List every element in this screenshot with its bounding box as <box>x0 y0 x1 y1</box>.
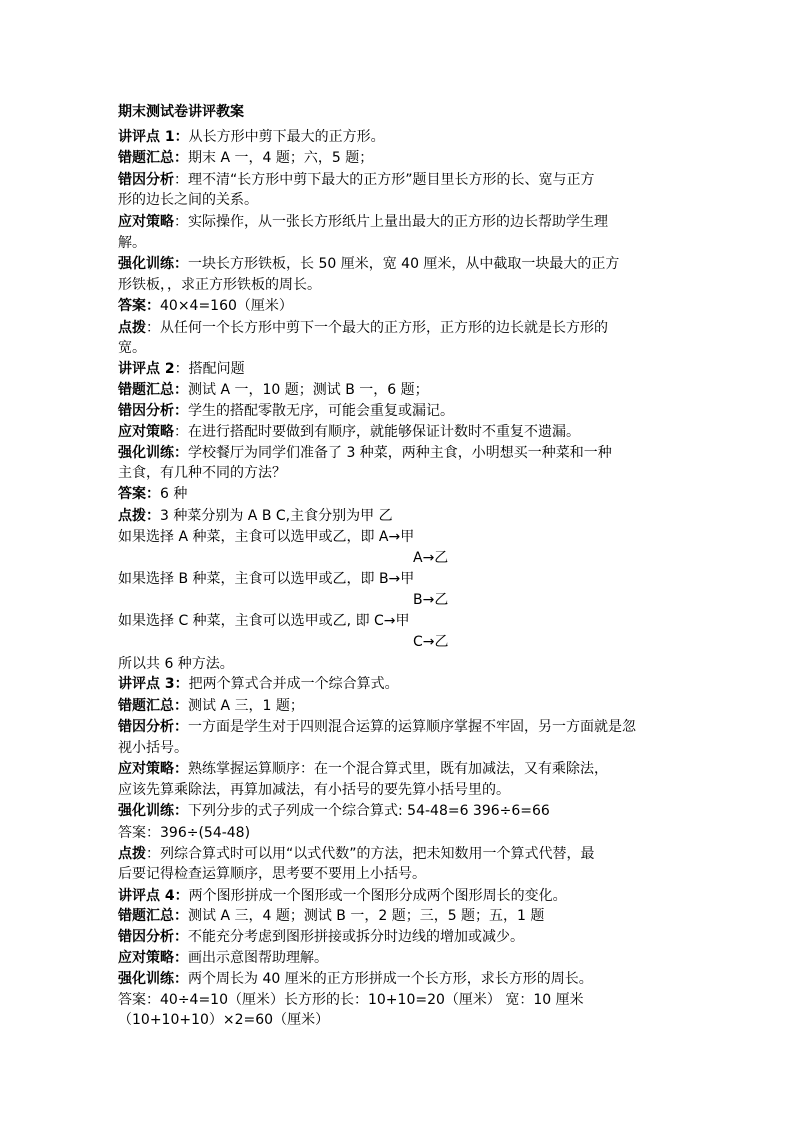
line-text: ：从任何一个长方形中剪下一个最大的正方形，正方形的边长就是长方形的 <box>146 320 608 336</box>
text-line <box>118 844 595 864</box>
text-line <box>118 463 286 483</box>
text-line <box>118 864 426 884</box>
line-text: 答案：396÷(54-48) <box>118 825 251 841</box>
line-text: 形铁板，，求正方形铁板的周长。 <box>118 277 321 293</box>
line-text: 测试 A 三，1 题； <box>188 698 304 714</box>
line-label: 强化训练： <box>118 445 188 461</box>
line-label: 讲评点 1： <box>118 129 189 145</box>
text-line <box>118 906 544 926</box>
line-text: 后要记得检查运算顺序，思考要不要用上小括号。 <box>118 866 426 882</box>
text-line <box>118 990 584 1010</box>
line-text: 主食，有几种不同的方法？ <box>118 465 286 481</box>
line-text: 从长方形中剪下最大的正方形。 <box>188 129 385 145</box>
text-line <box>413 632 449 652</box>
text-line <box>118 696 304 716</box>
line-label: 错题汇总： <box>118 382 188 398</box>
line-text: 测试 A 一，10 题；测试 B 一，6 题； <box>188 382 429 398</box>
line-label: 错题汇总： <box>118 150 188 166</box>
line-text: 3 种菜分别为 A B C,主食分别为甲 乙 <box>160 508 393 524</box>
line-text: 两个图形拼成一个图形或一个图形分成两个图形周长的变化。 <box>188 888 567 904</box>
line-label: 点拨 <box>118 846 146 862</box>
text-line <box>118 422 580 442</box>
line-text: ：实际操作，从一张长方形纸片上量出最大的正方形的边长帮助学生理 <box>174 214 608 230</box>
text-line <box>118 254 619 274</box>
text-line <box>118 569 414 589</box>
line-label: 讲评点 2 <box>118 361 175 377</box>
text-line <box>118 359 245 379</box>
line-text: 所以共 6 种方法。 <box>118 656 234 672</box>
text-line <box>118 484 187 504</box>
text-line <box>118 927 524 947</box>
text-line <box>118 170 595 190</box>
line-text: ：理不清“长方形中剪下最大的正方形”题目里长方形的长、宽与正方 <box>174 172 595 188</box>
line-text: 视小括号。 <box>118 740 188 756</box>
line-label: 错题汇总： <box>118 698 188 714</box>
line-label: 应对策略： <box>118 950 188 966</box>
line-label: 应对策略： <box>118 761 188 777</box>
text-line <box>118 654 234 674</box>
line-label: 讲评点 4： <box>118 888 189 904</box>
text-line <box>118 148 373 168</box>
line-text: 不能充分考虑到图形拼接或拆分时边线的增加或减少。 <box>188 929 524 945</box>
text-line <box>413 590 448 610</box>
text-line <box>118 401 454 421</box>
line-label: 错因分析： <box>118 403 188 419</box>
line-text: 一方面是学生对于四则混合运算的运算顺序掌握不牢固，另一方面就是忽 <box>188 719 636 735</box>
line-text: 如果选择 B 种菜，主食可以选甲或乙，即 B→甲 <box>118 571 415 587</box>
text-line <box>118 759 608 779</box>
text-line <box>118 506 393 526</box>
text-line <box>118 338 146 358</box>
line-text: 应该先算乘除法，再算加减法，有小括号的要先算小括号里的。 <box>118 782 510 798</box>
line-text: 学生的搭配零散无序，可能会重复或漏记。 <box>188 403 454 419</box>
line-label: 强化训练： <box>118 803 188 819</box>
text-line <box>118 717 636 737</box>
text-line <box>118 443 612 463</box>
text-line <box>118 969 593 989</box>
line-text: 期末 A 一，4 题；六，5 题； <box>188 150 374 166</box>
line-label: 强化训练： <box>118 256 188 272</box>
line-text: 宽。 <box>118 340 146 356</box>
line-text: 画出示意图帮助理解。 <box>188 950 328 966</box>
line-label: 点拨 <box>118 320 146 336</box>
text-line <box>118 527 414 547</box>
text-line <box>118 674 399 694</box>
line-label: 答案： <box>118 298 160 314</box>
line-text: （10+10+10）×2=60（厘米） <box>118 1012 330 1028</box>
text-line <box>118 296 293 316</box>
document-title: 期末测试卷讲评教案 <box>118 104 244 120</box>
text-line <box>118 886 567 906</box>
line-text: 40×4=160（厘米） <box>160 298 293 314</box>
text-line <box>118 611 410 631</box>
line-text: 两个周长为 40 厘米的正方形拼成一个长方形，求长方形的周长。 <box>188 971 593 987</box>
line-label: 答案： <box>118 486 160 502</box>
line-label: 讲评点 3： <box>118 676 189 692</box>
line-text: 如果选择 A 种菜，主食可以选甲或乙，即 A→甲 <box>118 529 415 545</box>
line-text: A→乙 <box>413 550 449 566</box>
line-label: 错因分析： <box>118 929 188 945</box>
line-text: 解。 <box>118 235 146 251</box>
text-line <box>118 780 510 800</box>
line-label: 应对策略 <box>118 214 174 230</box>
line-text: 测试 A 三，4 题；测试 B 一，2 题；三，5 题；五，1 题 <box>188 908 545 924</box>
line-text: 下列分步的式子列成一个综合算式: 54-48=6 396÷6=66 <box>188 803 550 819</box>
line-text: 一块长方形铁板，长 50 厘米，宽 40 厘米，从中截取一块最大的正方 <box>188 256 620 272</box>
line-text: 学校餐厅为同学们准备了 3 种菜，两种主食，小明想买一种菜和一种 <box>188 445 612 461</box>
line-text: 如果选择 C 种菜，主食可以选甲或乙, 即 C→甲 <box>118 613 410 629</box>
line-label: 强化训练： <box>118 971 188 987</box>
line-text: ：列综合算式时可以用“以式代数”的方法，把未知数用一个算式代替，最 <box>146 846 595 862</box>
text-line <box>118 275 321 295</box>
text-line <box>118 823 250 843</box>
text-line <box>118 801 550 821</box>
line-text: 形的边长之间的关系。 <box>118 192 258 208</box>
line-label: 错因分析 <box>118 172 174 188</box>
line-label: 错因分析： <box>118 719 188 735</box>
text-line <box>118 738 188 758</box>
text-line <box>118 380 429 400</box>
line-label: 错题汇总： <box>118 908 188 924</box>
line-text: 答案：40÷4=10（厘米）长方形的长：10+10=20（厘米） 宽：10 厘米 <box>118 992 584 1008</box>
line-text: B→乙 <box>413 592 449 608</box>
text-line <box>118 948 328 968</box>
line-text: 熟练掌握运算顺序：在一个混合算式里，既有加减法，又有乘除法， <box>188 761 608 777</box>
text-line <box>118 318 608 338</box>
text-line <box>413 548 448 568</box>
line-label: 应对策略 <box>118 424 174 440</box>
text-line <box>118 190 258 210</box>
line-label: 点拨： <box>118 508 160 524</box>
line-text: ：搭配问题 <box>174 361 245 377</box>
text-line <box>118 233 146 253</box>
text-line <box>118 1010 329 1030</box>
text-line <box>118 212 608 232</box>
text-line <box>118 127 385 147</box>
line-text: 把两个算式合并成一个综合算式。 <box>188 676 399 692</box>
line-text: ：在进行搭配时要做到有顺序，就能够保证计数时不重复不遗漏。 <box>174 424 580 440</box>
line-text: C→乙 <box>413 634 449 650</box>
line-text: 6 种 <box>160 486 188 502</box>
